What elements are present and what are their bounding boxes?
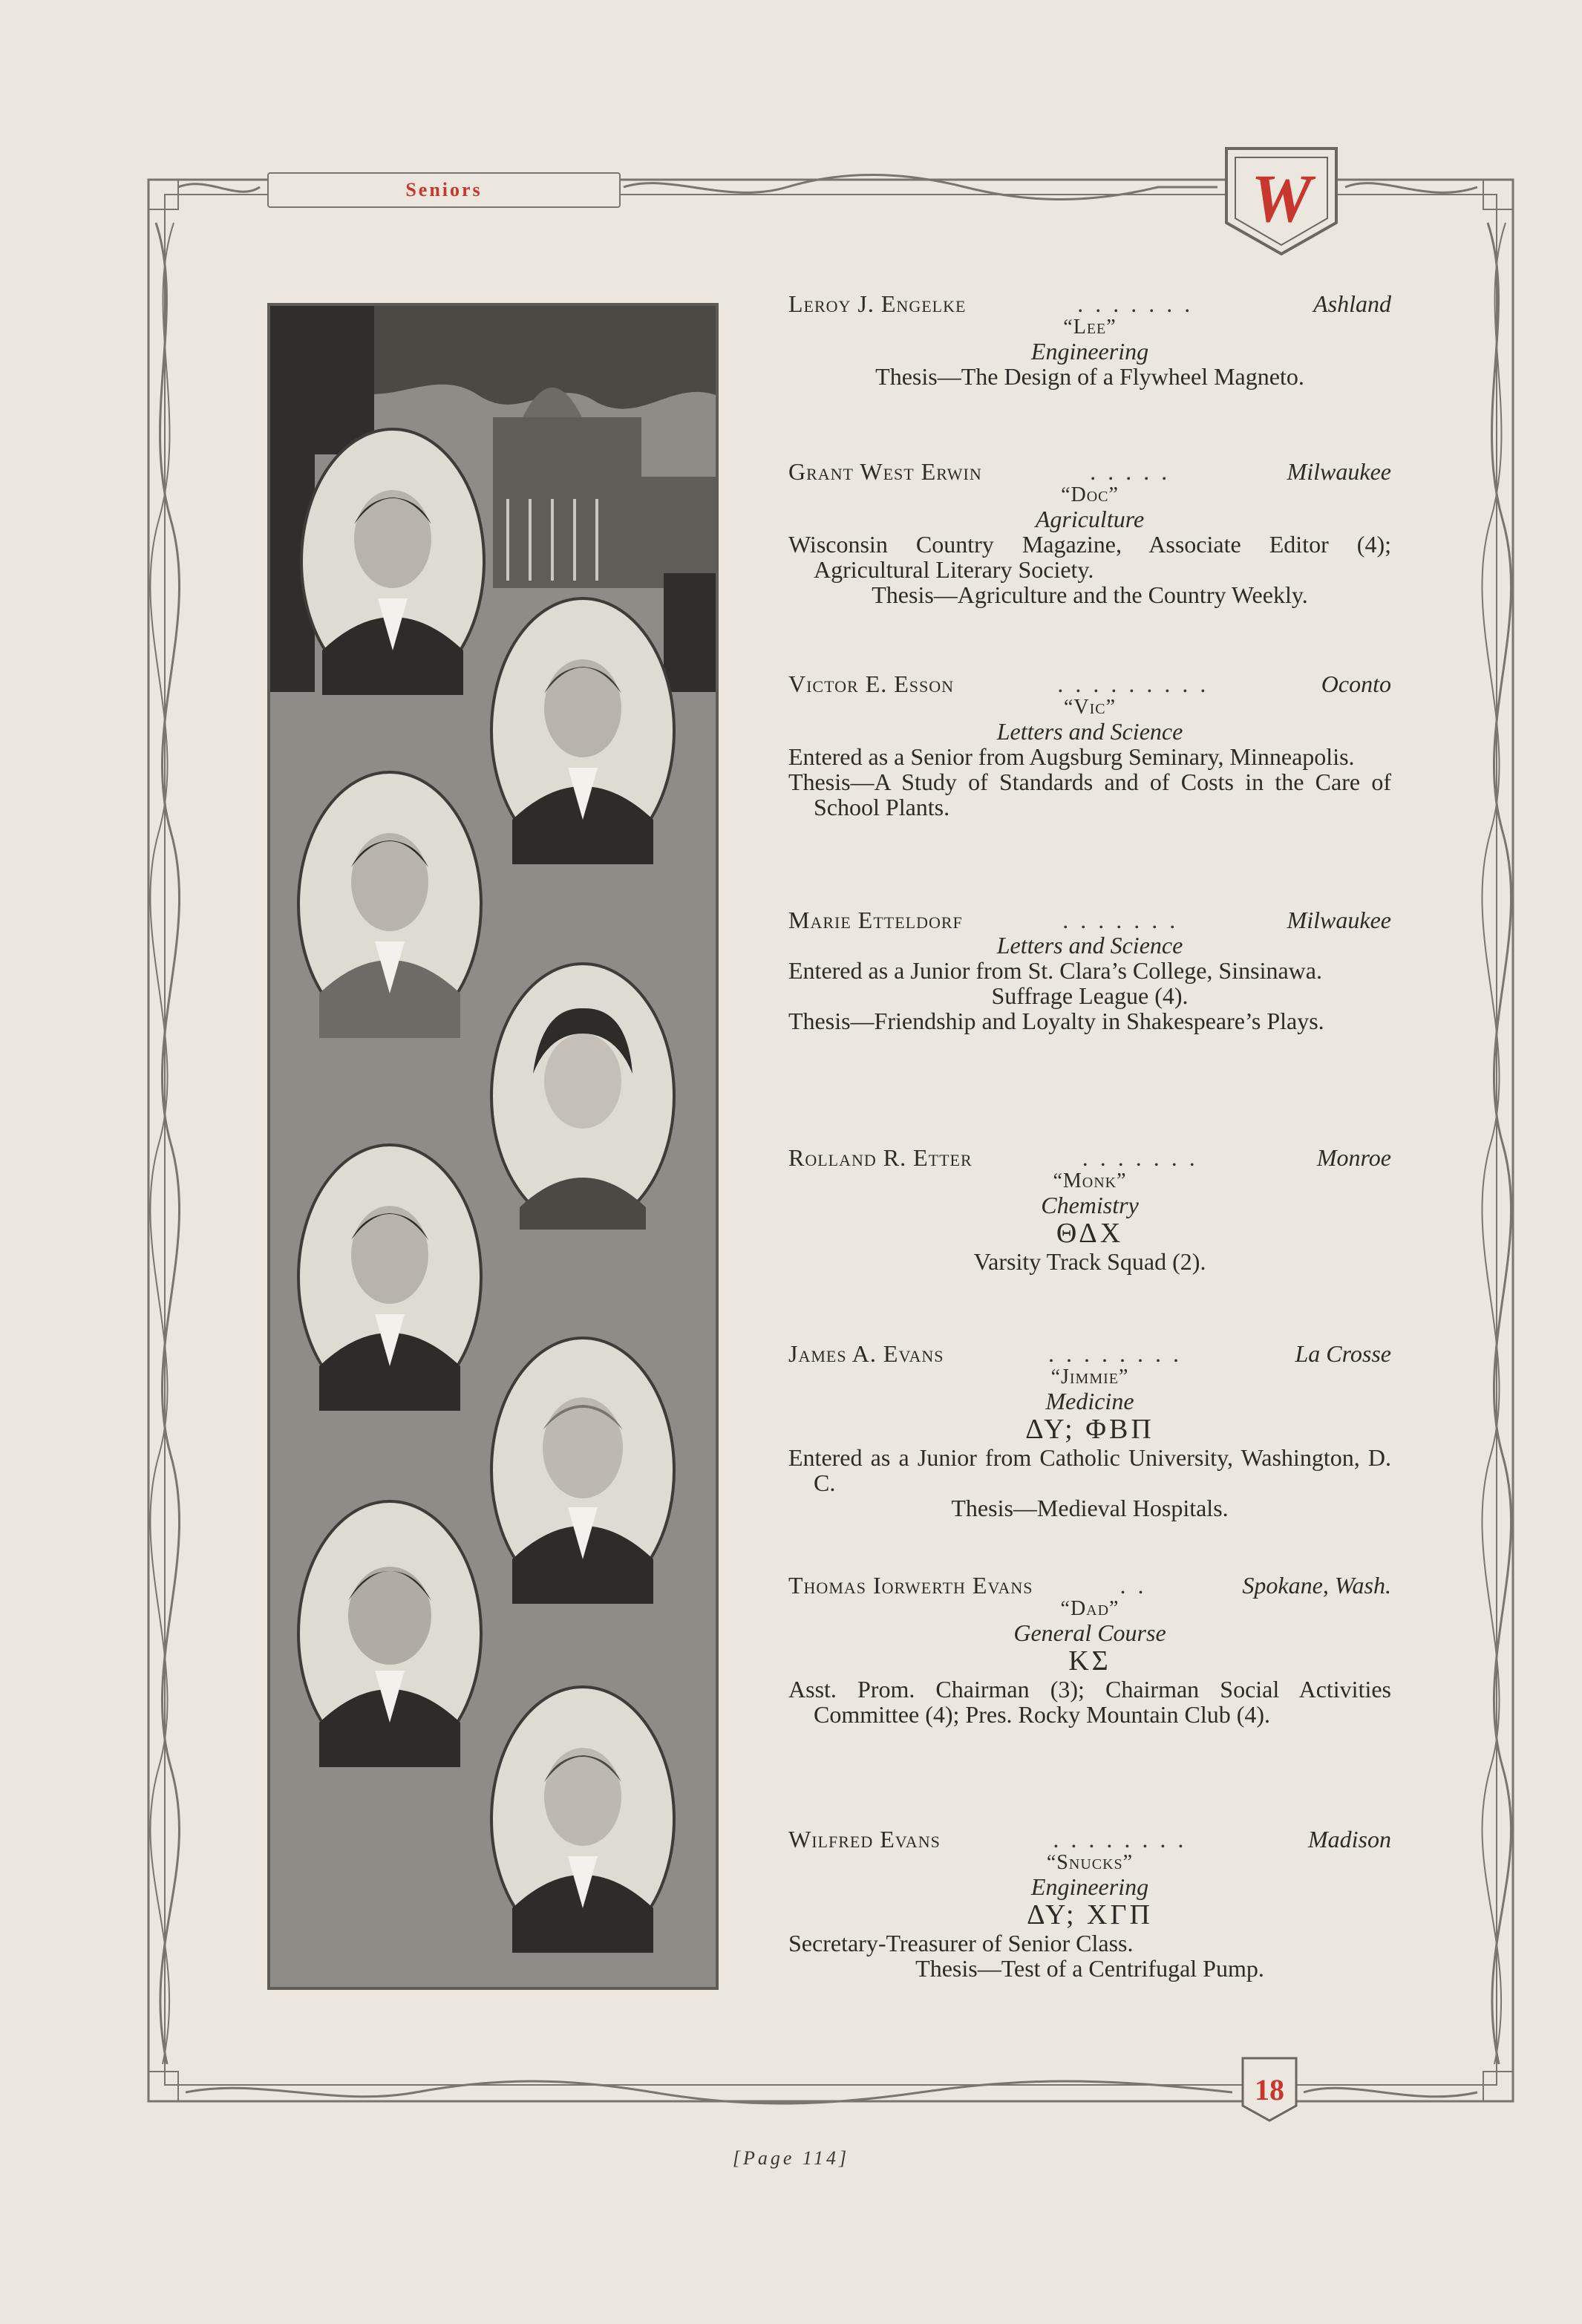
senior-nickname: “Jimmie” <box>1050 1365 1129 1388</box>
senior-activity: Asst. Prom. Chairman (3); Chairman Social Activities Committee (4); Pres. Rocky Mountain Club (4). <box>788 1676 1391 1728</box>
senior-entry: Thomas Iorwerth Evans .. Spokane, Wash. “Dad” General Course ΚΣ Asst. Prom. Chairman (3); Chairman Social Activities Committee (4); Pres. Rocky Mountain Club (4). <box>788 1572 1391 1728</box>
senior-course: Letters and Science <box>996 718 1183 745</box>
senior-name: Grant West Erwin <box>788 458 982 485</box>
portrait-photo <box>297 771 483 1038</box>
senior-nickname: “Lee” <box>1063 316 1117 339</box>
senior-thesis: Thesis—Friendship and Loyalty in Shakespeare’s Plays. <box>788 1008 1324 1034</box>
senior-name: James A. Evans <box>788 1340 944 1367</box>
senior-activity: Varsity Track Squad (2). <box>973 1248 1206 1275</box>
page-number: [Page 114] <box>732 2147 850 2169</box>
senior-town: Milwaukee <box>1287 907 1391 933</box>
senior-course: Agriculture <box>1035 506 1145 532</box>
senior-activity: Suffrage League (4). <box>991 982 1189 1009</box>
senior-activity: Entered as a Junior from Catholic University, Washington, D. C. <box>788 1444 1391 1496</box>
senior-nickname: “Doc” <box>1061 483 1119 506</box>
senior-entry: Victor E. Esson ......... Oconto “Vic” Letters and Science Entered as a Senior from Augsburg Seminary, Minneapolis. Thesis—A Study of Standards and of Costs in the Care of School Plants. <box>788 670 1391 820</box>
senior-activity: Entered as a Junior from St. Clara’s College, Sinsinawa. <box>788 957 1322 984</box>
senior-course: Medicine <box>1045 1388 1134 1414</box>
senior-entry: James A. Evans ........ La Crosse “Jimmie” Medicine ΔΥ; ΦΒΠ Entered as a Junior from Catholic University, Washington, D. C. Thesis—Medieval Hospitals. <box>788 1340 1391 1521</box>
senior-thesis: Thesis—Medieval Hospitals. <box>951 1495 1229 1521</box>
senior-town: La Crosse <box>1295 1340 1391 1367</box>
senior-nickname: “Monk” <box>1053 1169 1127 1192</box>
senior-thesis: Thesis—Agriculture and the Country Weekly. <box>872 581 1308 608</box>
senior-town: Monroe <box>1316 1144 1391 1171</box>
senior-thesis: Thesis—Test of a Centrifugal Pump. <box>915 1955 1264 1982</box>
senior-fraternity: ΔΥ; ΦΒΠ <box>1025 1414 1154 1445</box>
crest-letter: W <box>1251 160 1312 236</box>
portrait-photo <box>490 962 676 1230</box>
senior-entry: Marie Etteldorf ....... Milwaukee Letters and Science Entered as a Junior from St. Clara’s College, Sinsinawa. Suffrage League (4). Thesis—Friendship and Loyalty in Shakespeare’s Plays. <box>788 907 1391 1034</box>
senior-name: Thomas Iorwerth Evans <box>788 1572 1033 1599</box>
senior-fraternity: ΔΥ; ΧΓΠ <box>1027 1899 1153 1930</box>
senior-fraternity: ΚΣ <box>1068 1645 1111 1677</box>
year-badge <box>1238 2054 1301 2124</box>
portrait-photo <box>297 1143 483 1411</box>
senior-name: Leroy J. Engelke <box>788 290 967 317</box>
senior-thesis: Thesis—A Study of Standards and of Costs in the Care of School Plants. <box>788 768 1391 820</box>
senior-name: Marie Etteldorf <box>788 907 963 933</box>
senior-name: Rolland R. Etter <box>788 1144 973 1171</box>
senior-course: General Course <box>1013 1619 1166 1646</box>
senior-town: Madison <box>1308 1826 1391 1853</box>
senior-entry: Leroy J. Engelke ....... Ashland “Lee” Engineering Thesis—The Design of a Flywheel Magneto. <box>788 290 1391 390</box>
senior-thesis: Thesis—The Design of a Flywheel Magneto. <box>875 363 1304 390</box>
senior-town: Ashland <box>1313 290 1391 317</box>
year-badge-number: 18 <box>1255 2073 1284 2106</box>
senior-entry: Grant West Erwin ..... Milwaukee “Doc” Agriculture Wisconsin Country Magazine, Associate Editor (4); Agricultural Literary Society. Thesis—Agriculture and the Country Weekly. <box>788 458 1391 608</box>
senior-entry: Wilfred Evans ........ Madison “Snucks” Engineering ΔΥ; ΧΓΠ Secretary-Treasurer of Senior Class. Thesis—Test of a Centrifugal Pump. <box>788 1826 1391 1982</box>
section-label: Seniors <box>405 179 483 200</box>
portrait-photo <box>297 1500 483 1767</box>
crest-emblem <box>1217 141 1345 260</box>
senior-course: Chemistry <box>1041 1192 1139 1218</box>
senior-activity: Wisconsin Country Magazine, Associate Editor (4); Agricultural Literary Society. <box>788 531 1391 583</box>
senior-name: Wilfred Evans <box>788 1826 941 1853</box>
portrait-photo <box>490 1336 676 1604</box>
photo-panel <box>267 303 719 1990</box>
senior-nickname: “Dad” <box>1060 1597 1120 1620</box>
senior-activity: Secretary-Treasurer of Senior Class. <box>788 1930 1134 1956</box>
section-label-box <box>267 172 621 208</box>
senior-nickname: “Snucks” <box>1046 1851 1134 1874</box>
senior-town: Oconto <box>1321 670 1391 697</box>
senior-fraternity: ΘΔΧ <box>1056 1218 1124 1249</box>
portrait-photo <box>300 428 486 695</box>
senior-course: Letters and Science <box>996 932 1183 959</box>
senior-course: Engineering <box>1030 1873 1149 1900</box>
portrait-photo <box>490 1685 676 1953</box>
senior-activity: Entered as a Senior from Augsburg Seminary, Minneapolis. <box>788 743 1355 770</box>
portrait-photo <box>490 597 676 864</box>
senior-nickname: “Vic” <box>1063 696 1117 719</box>
senior-town: Spokane, Wash. <box>1242 1572 1391 1599</box>
senior-name: Victor E. Esson <box>788 670 955 697</box>
senior-town: Milwaukee <box>1287 458 1391 485</box>
senior-entry: Rolland R. Etter ....... Monroe “Monk” Chemistry ΘΔΧ Varsity Track Squad (2). <box>788 1144 1391 1275</box>
senior-course: Engineering <box>1030 338 1149 365</box>
